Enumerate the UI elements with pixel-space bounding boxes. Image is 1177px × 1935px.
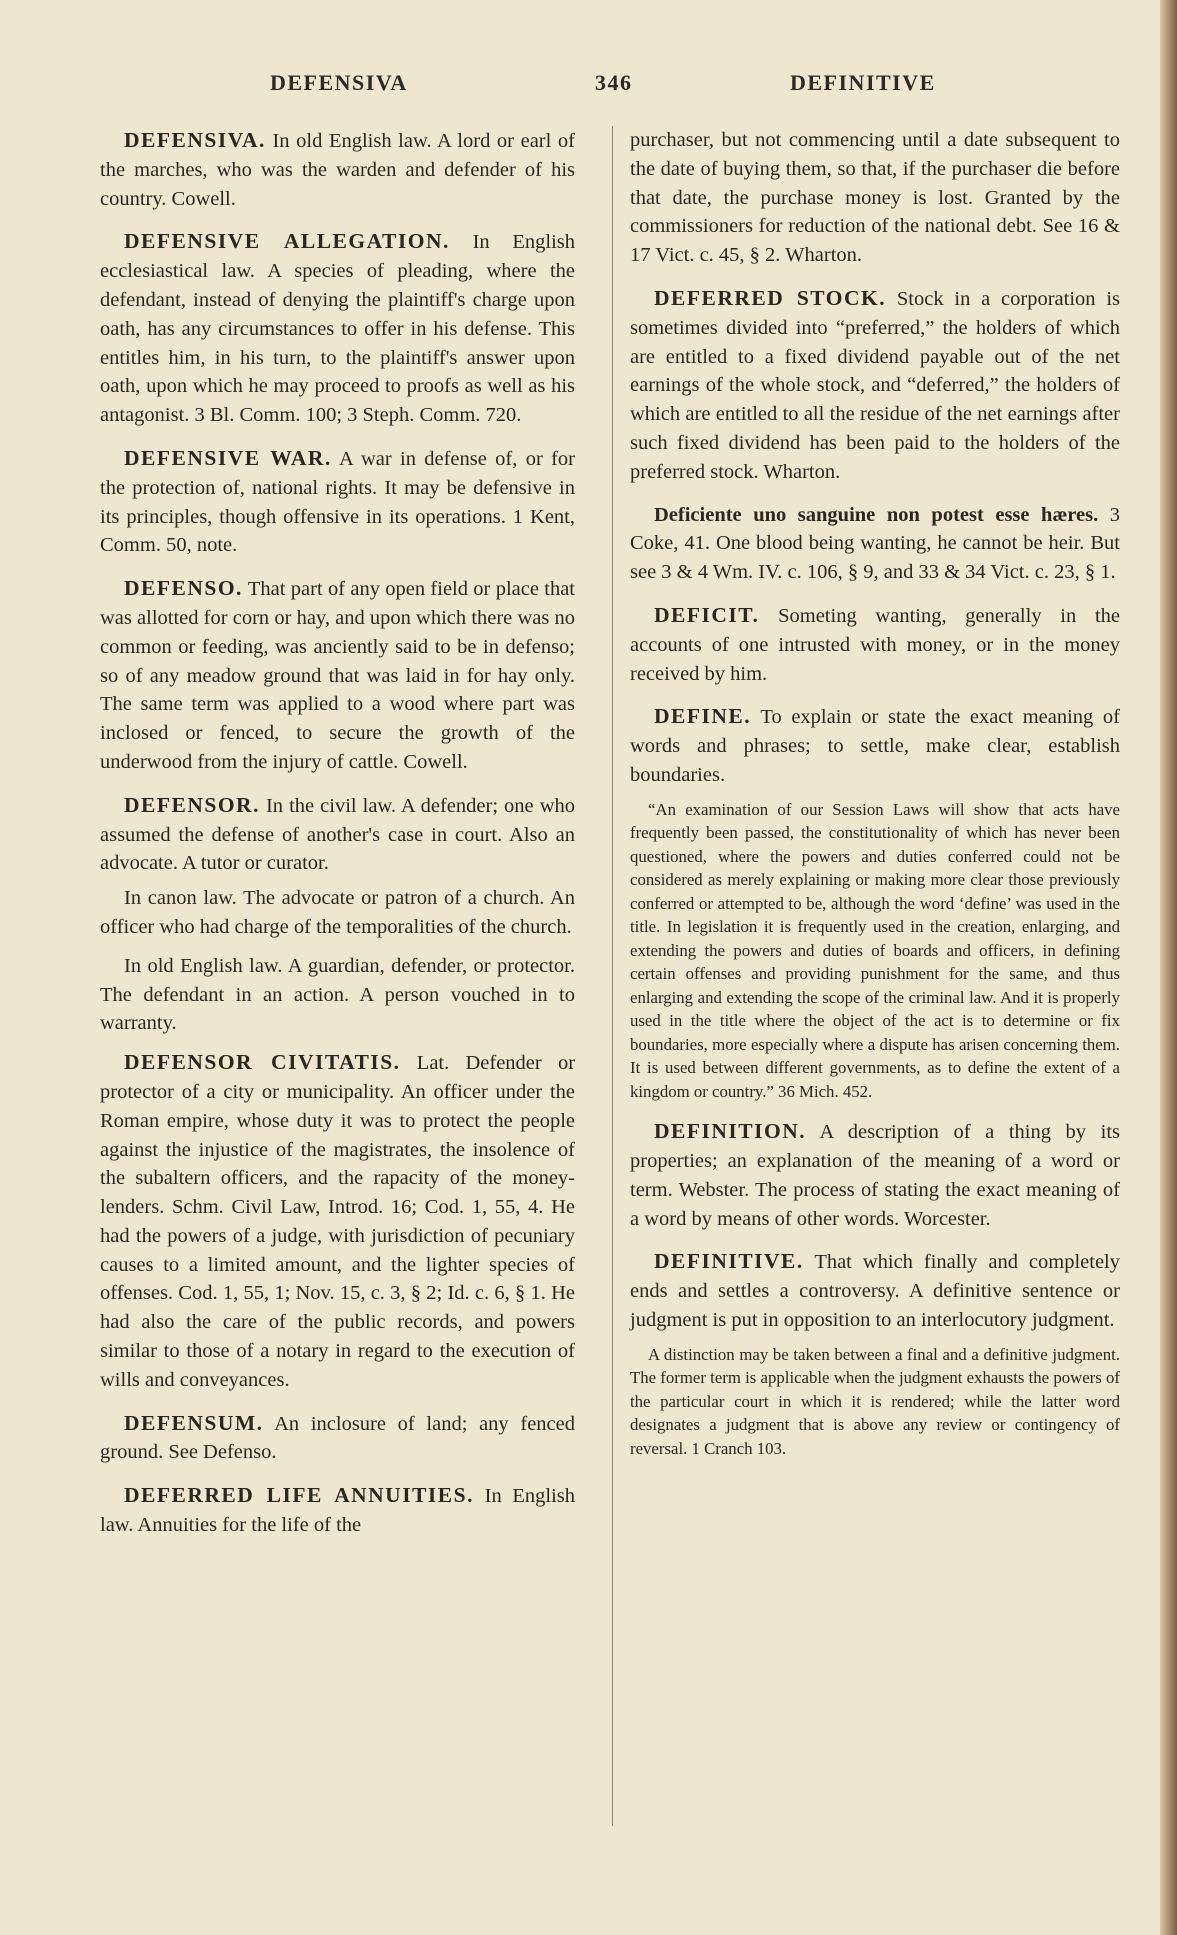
entry-term: DEFERRED LIFE ANNUITIES.	[124, 1483, 474, 1508]
entry-term: DEFENSIVE WAR.	[124, 445, 332, 470]
entry-term: DEFENSOR CIVITATIS.	[124, 1050, 401, 1075]
continued-entry-text: purchaser, but not commencing until a date subsequent to the date of buying them, so that, if the purchaser die before that date, the purchase money is lost. Granted by the commissioners for reduction of the national debt. See 16 & 17 Vict. c. 45, § 2. Wharton.	[630, 129, 1120, 267]
entry-text: That part of any open field or place that was allotted for corn or hay, and upon which there was no common or feeding, was anciently said to be in defenso; so of any meadow ground that was laid in for hay only. The same term was applied to a wood where part was inclosed or fenced, to secure the growth of the underwood from the injury of cattle. Cowell.	[100, 578, 575, 773]
entry-text: In the civil law. A defender; one who assumed the defense of another's case in court. Also an advocate. A tutor or curator.	[100, 794, 575, 875]
entry-term: DEFENSIVE ALLEGATION.	[124, 229, 450, 254]
distinction-note: A distinction may be taken between a final and a definitive judgment. The former term is applicable when the judgment exhausts the powers of the particular court in which it is rendered; while the latter word designates a judgment that is above any review or contingency of reversal. 1 Cranch 103.	[630, 1344, 1120, 1458]
dictionary-entry	[100, 126, 575, 213]
entry-text: Someting wanting, generally in the accounts of one intrusted with money, or in the money received by him.	[630, 604, 1120, 685]
dictionary-entry	[100, 791, 575, 878]
entry-text: Stock in a corporation is sometimes divided into “preferred,” the holders of which are entitled to a fixed dividend payable out of the net earnings of the whole stock, and “deferred,” the holders of which are entitled to all the residue of the net earnings after such fixed dividend has been paid to the holders of the preferred stock. Wharton.	[630, 287, 1121, 483]
dictionary-entry	[630, 1247, 1120, 1334]
dictionary-entry	[630, 702, 1120, 789]
entry-text: In old English law. A lord or earl of the marches, who was the warden and defender of his country. Cowell.	[100, 130, 576, 210]
entry-term: DEFINE.	[654, 704, 752, 729]
right-column	[630, 126, 1120, 1474]
column-divider	[612, 126, 613, 1826]
entry-text: An inclosure of land; any fenced ground. See Defenso.	[100, 1412, 575, 1464]
entry-term: DEFENSOR.	[124, 792, 260, 817]
running-header	[100, 70, 1080, 100]
entry-text: In English ecclesiastical law. A species of pleading, where the defendant, instead of denying the plaintiff's charge upon oath, has any circumstances to offer in his defense. This entitles him, in his turn, to the plaintiff's answer upon oath, upon which he may proceed to proofs as well as his antagonist. 3 Bl. Comm. 100; 3 Steph. Comm. 720.	[100, 231, 576, 427]
left-column	[100, 126, 575, 1554]
sub-definition: In canon law. The advocate or patron of a church. An officer who had charge of the temporalities of the church.	[100, 887, 575, 938]
legal-maxim-entry	[630, 501, 1120, 587]
entry-text: That which finally and completely ends and settles a controversy. A definitive sentence or judgment is put in opposition to an interlocutory judgment.	[630, 1251, 1120, 1332]
book-spine-edge	[1160, 0, 1177, 1935]
header-right-guide-word: DEFINITIVE	[790, 70, 936, 95]
entry-term: DEFENSIVA.	[124, 128, 266, 152]
dictionary-entry	[100, 1409, 575, 1468]
page-number: 346	[595, 70, 633, 95]
dictionary-entry	[100, 1048, 575, 1395]
entry-text: A description of a thing by its properties; an explanation of the meaning of a word or term. Webster. The process of stating the exact meaning of a word by means of other words. Worcester.	[630, 1121, 1120, 1230]
entry-text: 3 Coke, 41. One blood being wanting, he cannot be heir. But see 3 & 4 Wm. IV. c. 106, § 9, and 33 & 34 Vict. c. 23, § 1.	[630, 503, 1121, 584]
entry-term: DEFENSO.	[124, 576, 243, 601]
entry-text: Lat. Defender or protector of a city or municipality. An officer under the Roman empire, whose duty it was to protect the people against the injustice of the magistrates, the insolence of the subaltern officers, and the rapacity of the money-lenders. Schm. Civil Law, Introd. 16; Cod. 1, 55, 4. He had the powers of a judge, with jurisdiction of pecuniary causes to a limited amount, and the lighter species of offenses. Cod. 1, 55, 1; Nov. 15, c. 3, § 2; Id. c. 6, § 1. He had also the care of the public records, and powers similar to those of a notary in regard to the execution of wills and conveyances.	[100, 1052, 576, 1391]
dictionary-entry	[100, 444, 575, 560]
entry-term: DEFERRED STOCK.	[654, 285, 887, 310]
dictionary-entry	[100, 227, 575, 430]
entry-term: DEFICIT.	[654, 602, 760, 627]
entry-term: DEFINITIVE.	[654, 1249, 804, 1274]
sub-definition: In old English law. A guardian, defender, or protector. The defendant in an action. A person vouched in to warranty.	[100, 954, 575, 1035]
entry-text: In English law. Annuities for the life of the	[100, 1485, 576, 1537]
dictionary-entry	[100, 1481, 575, 1540]
dictionary-entry	[630, 284, 1120, 487]
maxim-term: Deficiente uno sanguine non potest esse hæres.	[654, 503, 1099, 526]
quotation-note: “An examination of our Session Laws will show that acts have frequently been passed, the constitutionality of which has never been questioned, where the powers and duties conferred could not be considered as merely explaining or making more clear those previously conferred or attempted to be, although the word ‘define’ was used in the title. In legislation it is frequently used in the creation, enlarging, and extending the powers and duties of boards and officers, in defining certain offenses and providing punishment for the same, and thus enlarging and extending the scope of the criminal law. And it is properly used in the title where the object of the act is to determine or fix boundaries, more especially where a dispute has arisen concerning them. It is used between different governments, as to define the extent of a kingdom or country.” 36 Mich. 452.	[630, 799, 1120, 1101]
entry-term: DEFINITION.	[654, 1119, 807, 1144]
entry-text: To explain or state the exact meaning of words and phrases; to settle, make clear, establish boundaries.	[630, 706, 1120, 786]
entry-text: A war in defense of, or for the protection of, national rights. It may be defensive in its principles, though offensive in its operations. 1 Kent, Comm. 50, note.	[100, 447, 575, 557]
dictionary-entry	[100, 574, 575, 777]
entry-term: DEFENSUM.	[124, 1410, 264, 1435]
dictionary-entry	[630, 601, 1120, 688]
dictionary-entry	[630, 1117, 1120, 1233]
header-left-guide-word: DEFENSIVA	[270, 70, 408, 95]
